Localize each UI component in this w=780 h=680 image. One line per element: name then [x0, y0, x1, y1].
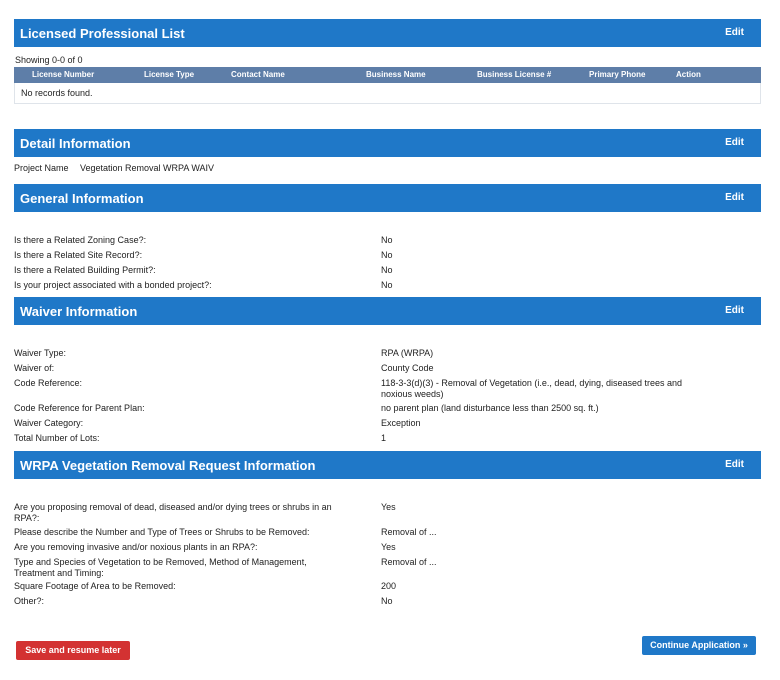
section-title: Licensed Professional List: [20, 26, 185, 41]
licensed-professional-header: [14, 19, 761, 47]
field-label: Other?:: [14, 596, 45, 606]
empty-message: No records found.: [21, 88, 93, 98]
field-label: Waiver Type:: [14, 348, 67, 358]
field-label: Are you removing invasive and/or noxious plants in an RPA?:: [14, 542, 258, 552]
field-value: no parent plan (land disturbance less than 2500 sq. ft.): [381, 403, 599, 413]
field-value: 1: [381, 433, 387, 443]
section-title: General Information: [20, 191, 144, 206]
field-value: No: [381, 280, 393, 290]
save-and-resume-button[interactable]: Save and resume later: [16, 641, 130, 660]
project-name-label: Project Name: [14, 163, 69, 173]
field-value: No: [381, 265, 393, 275]
column-license-type[interactable]: License Type: [144, 70, 195, 79]
field-value: Removal of ...: [381, 557, 437, 567]
column-business-license[interactable]: Business License #: [477, 70, 552, 79]
field-label: Code Reference for Parent Plan:: [14, 403, 145, 413]
field-value: No: [381, 250, 393, 260]
field-label: Is there a Related Zoning Case?:: [14, 235, 147, 245]
field-label: Is there a Related Building Permit?:: [14, 265, 156, 275]
field-value: Removal of ...: [381, 527, 437, 537]
edit-button[interactable]: Edit: [725, 305, 744, 316]
wrpa-vegetation-header: [14, 451, 761, 479]
field-label: Is there a Related Site Record?:: [14, 250, 143, 260]
field-label: Please describe the Number and Type of Trees or Shrubs to be Removed:: [14, 527, 310, 537]
showing-count: Showing 0-0 of 0: [15, 55, 83, 65]
section-title: Detail Information: [20, 136, 131, 151]
field-label: Waiver Category:: [14, 418, 84, 428]
field-label: Is your project associated with a bonded project?:: [14, 280, 212, 290]
field-value: RPA (WRPA): [381, 348, 434, 358]
field-value: No: [381, 596, 393, 606]
field-value: 118-3-3(d)(3) - Removal of Vegetation (i.e., dead, dying, diseased trees and noxious weeds): [381, 378, 683, 399]
field-value: Exception: [381, 418, 421, 428]
field-label: Square Footage of Area to be Removed:: [14, 581, 176, 591]
field-label: Are you proposing removal of dead, diseased and/or dying trees or shrubs in an RPA?:: [14, 502, 332, 523]
column-action[interactable]: Action: [676, 70, 701, 79]
section-title: WRPA Vegetation Removal Request Information: [20, 458, 316, 473]
project-name-value: Vegetation Removal WRPA WAIV: [80, 163, 215, 173]
field-label: Total Number of Lots:: [14, 433, 100, 443]
table-header: [14, 67, 761, 83]
column-primary-phone[interactable]: Primary Phone: [589, 70, 646, 79]
edit-button[interactable]: Edit: [725, 27, 744, 38]
detail-information-header: [14, 129, 761, 157]
field-value: 200: [381, 581, 397, 591]
field-label: Waiver of:: [14, 363, 55, 373]
field-value: Yes: [381, 502, 396, 512]
field-value: No: [381, 235, 393, 245]
field-label: Type and Species of Vegetation to be Removed, Method of Management, Treatment and Timing:: [14, 557, 307, 578]
edit-button[interactable]: Edit: [725, 192, 744, 203]
table-body: [14, 83, 761, 104]
column-contact-name[interactable]: Contact Name: [231, 70, 285, 79]
edit-button[interactable]: Edit: [725, 459, 744, 470]
field-value: Yes: [381, 542, 396, 552]
waiver-information-header: [14, 297, 761, 325]
general-information-header: [14, 184, 761, 212]
edit-button[interactable]: Edit: [725, 137, 744, 148]
column-license-number[interactable]: License Number: [32, 70, 95, 79]
column-business-name[interactable]: Business Name: [366, 70, 426, 79]
section-title: Waiver Information: [20, 304, 138, 319]
field-label: Code Reference:: [14, 378, 83, 388]
field-value: County Code: [381, 363, 434, 373]
continue-application-button[interactable]: Continue Application »: [642, 636, 756, 655]
